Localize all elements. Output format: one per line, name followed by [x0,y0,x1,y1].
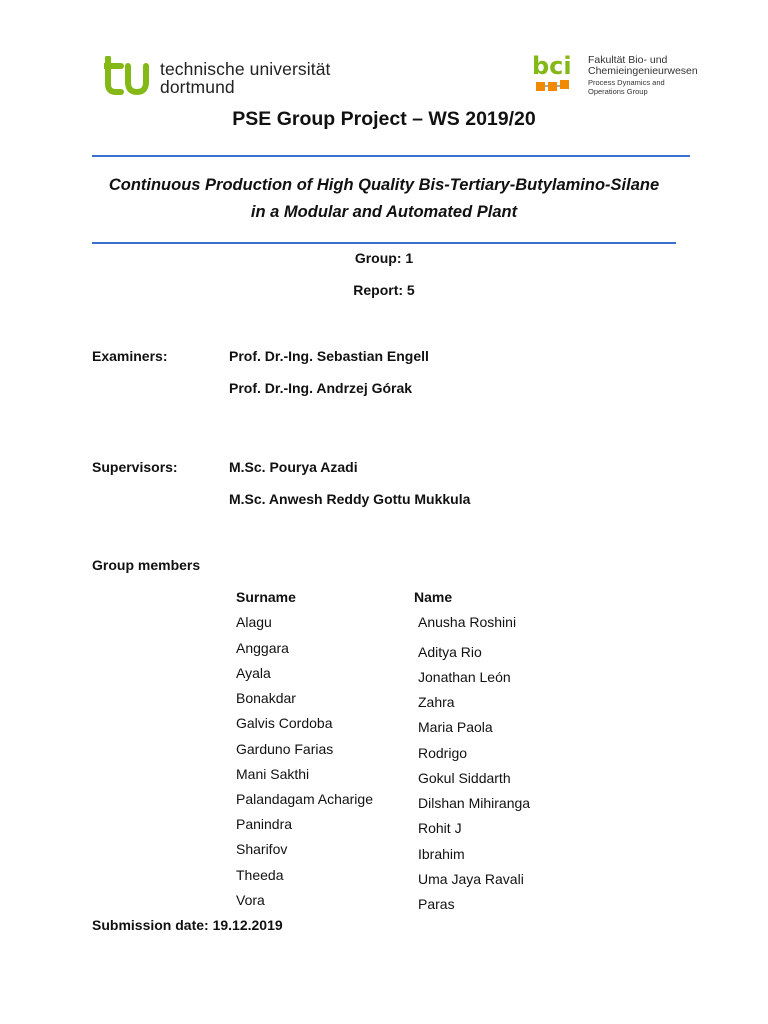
supervisor-name: M.Sc. Pourya Azadi [229,459,358,475]
member-name: Anusha Roshini [418,614,517,630]
member-surname: Garduno Farias [236,741,334,757]
member-surname: Sharifov [236,841,288,857]
member-surname: Palandagam Acharige [236,791,373,807]
group-name-line1: Process Dynamics and [588,78,665,87]
member-surname: Theeda [236,867,284,883]
title-rule-bottom [92,242,676,244]
member-name: Gokul Siddarth [418,770,511,786]
examiner-name: Prof. Dr.-Ing. Sebastian Engell [229,348,429,364]
examiners-label: Examiners: [92,348,168,364]
tu-logo-icon [104,56,150,96]
university-name-line1: technische universität [160,59,331,79]
member-name: Dilshan Mihiranga [418,795,531,811]
group-members-heading: Group members [92,557,201,573]
member-surname: Ayala [236,665,271,681]
subtitle-line1: Continuous Production of High Quality Bis-Tertiary-Butylamino-Silane [108,176,660,194]
faculty-name-line2: Chemieingenieurwesen [588,65,698,77]
member-name: Aditya Rio [418,644,482,660]
member-name: Rohit J [418,820,462,836]
svg-text:bci: bci [532,52,572,80]
member-name: Uma Jaya Ravali [418,871,524,887]
name-column-header: Name [414,589,453,605]
member-surname: Vora [236,892,265,908]
member-surname: Panindra [236,816,293,832]
surname-column-header: Surname [236,589,296,605]
member-surname: Mani Sakthi [236,766,310,782]
member-name: Maria Paola [418,719,493,735]
member-name: Ibrahim [418,846,465,862]
supervisors-label: Supervisors: [92,459,178,475]
member-name: Zahra [418,694,455,710]
bci-logo-icon [530,52,590,92]
report-number: Report: 5 [353,282,415,298]
member-surname: Galvis Cordoba [236,715,333,731]
faculty-name-line1: Fakultät Bio- und [588,54,668,66]
university-name [160,60,330,96]
member-name: Paras [418,896,455,912]
page-title: PSE Group Project – WS 2019/20 [232,108,536,130]
member-surname: Bonakdar [236,690,296,706]
member-surname: Alagu [236,614,272,630]
university-name-line2: dortmund [160,77,235,97]
title-rule-top [92,155,690,157]
member-name: Jonathan León [418,669,511,685]
faculty-name [588,55,698,77]
subtitle-line2: in a Modular and Automated Plant [250,203,518,221]
examiner-name: Prof. Dr.-Ing. Andrzej Górak [229,380,413,396]
group-number: Group: 1 [354,250,414,266]
member-name: Rodrigo [418,745,468,761]
group-name-line2: Operations Group [588,86,648,96]
member-surname: Anggara [236,640,289,656]
group-name [588,79,665,96]
supervisor-name: M.Sc. Anwesh Reddy Gottu Mukkula [229,491,471,507]
submission-date: Submission date: 19.12.2019 [92,917,283,933]
